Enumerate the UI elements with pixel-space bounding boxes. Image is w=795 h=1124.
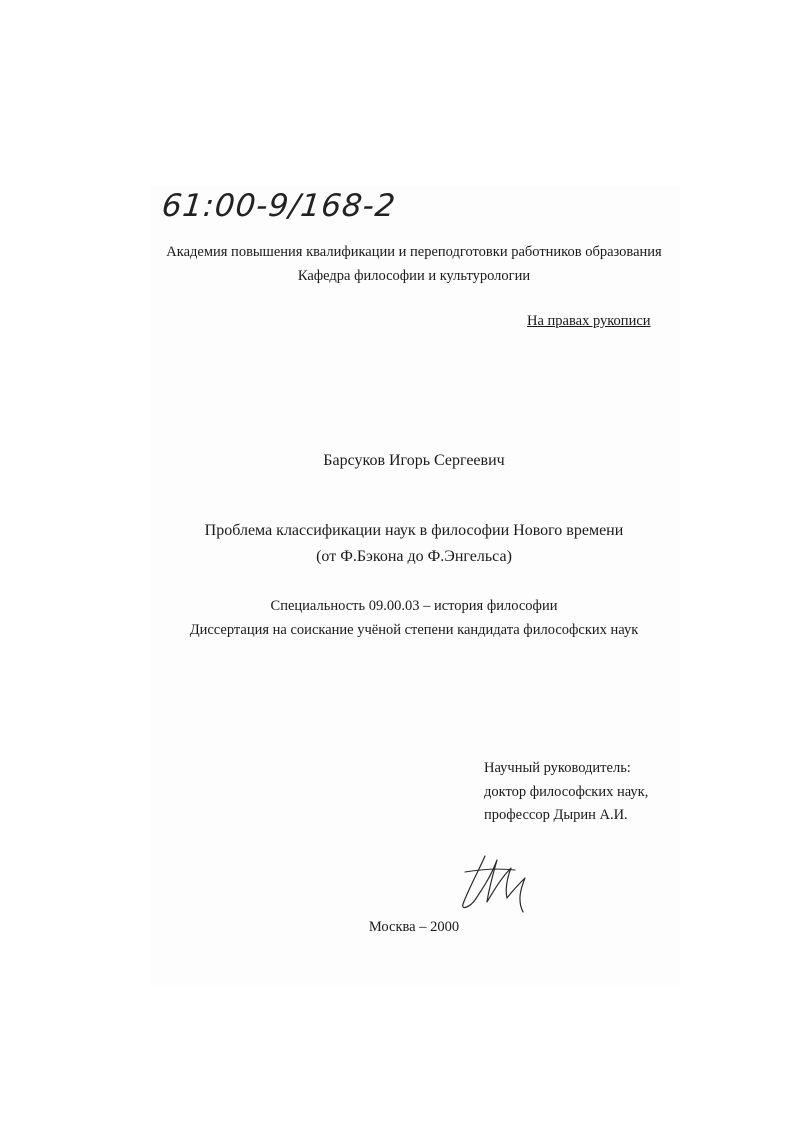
city-and-year: Москва – 2000 [368, 919, 460, 935]
manuscript-note: На правах рукописи [527, 313, 651, 329]
handwritten-catalog-number: 61:00-9/168-2 [160, 188, 398, 224]
dissertation-type: Диссертация на соискание учёной степени кандидата философских наук [189, 622, 639, 638]
supervisor-label: Научный руководитель: [484, 760, 631, 776]
author-name: Барсуков Игорь Сергеевич [323, 452, 505, 469]
signature-icon [455, 848, 540, 918]
dissertation-title-line-2: (от Ф.Бэкона до Ф.Энгельса) [316, 548, 512, 565]
supervisor-degree: доктор философских наук, [484, 784, 649, 800]
scanned-sheet [150, 185, 680, 985]
institution-name: Академия повышения квалификации и переподготовки работников образования [166, 244, 662, 260]
dissertation-title-line-1: Проблема классификации наук в философии Нового времени [204, 522, 624, 539]
department-name: Кафедра философии и культурологии [297, 268, 531, 284]
specialty: Специальность 09.00.03 – история философии [270, 598, 558, 614]
supervisor-name: профессор Дырин А.И. [484, 807, 628, 823]
